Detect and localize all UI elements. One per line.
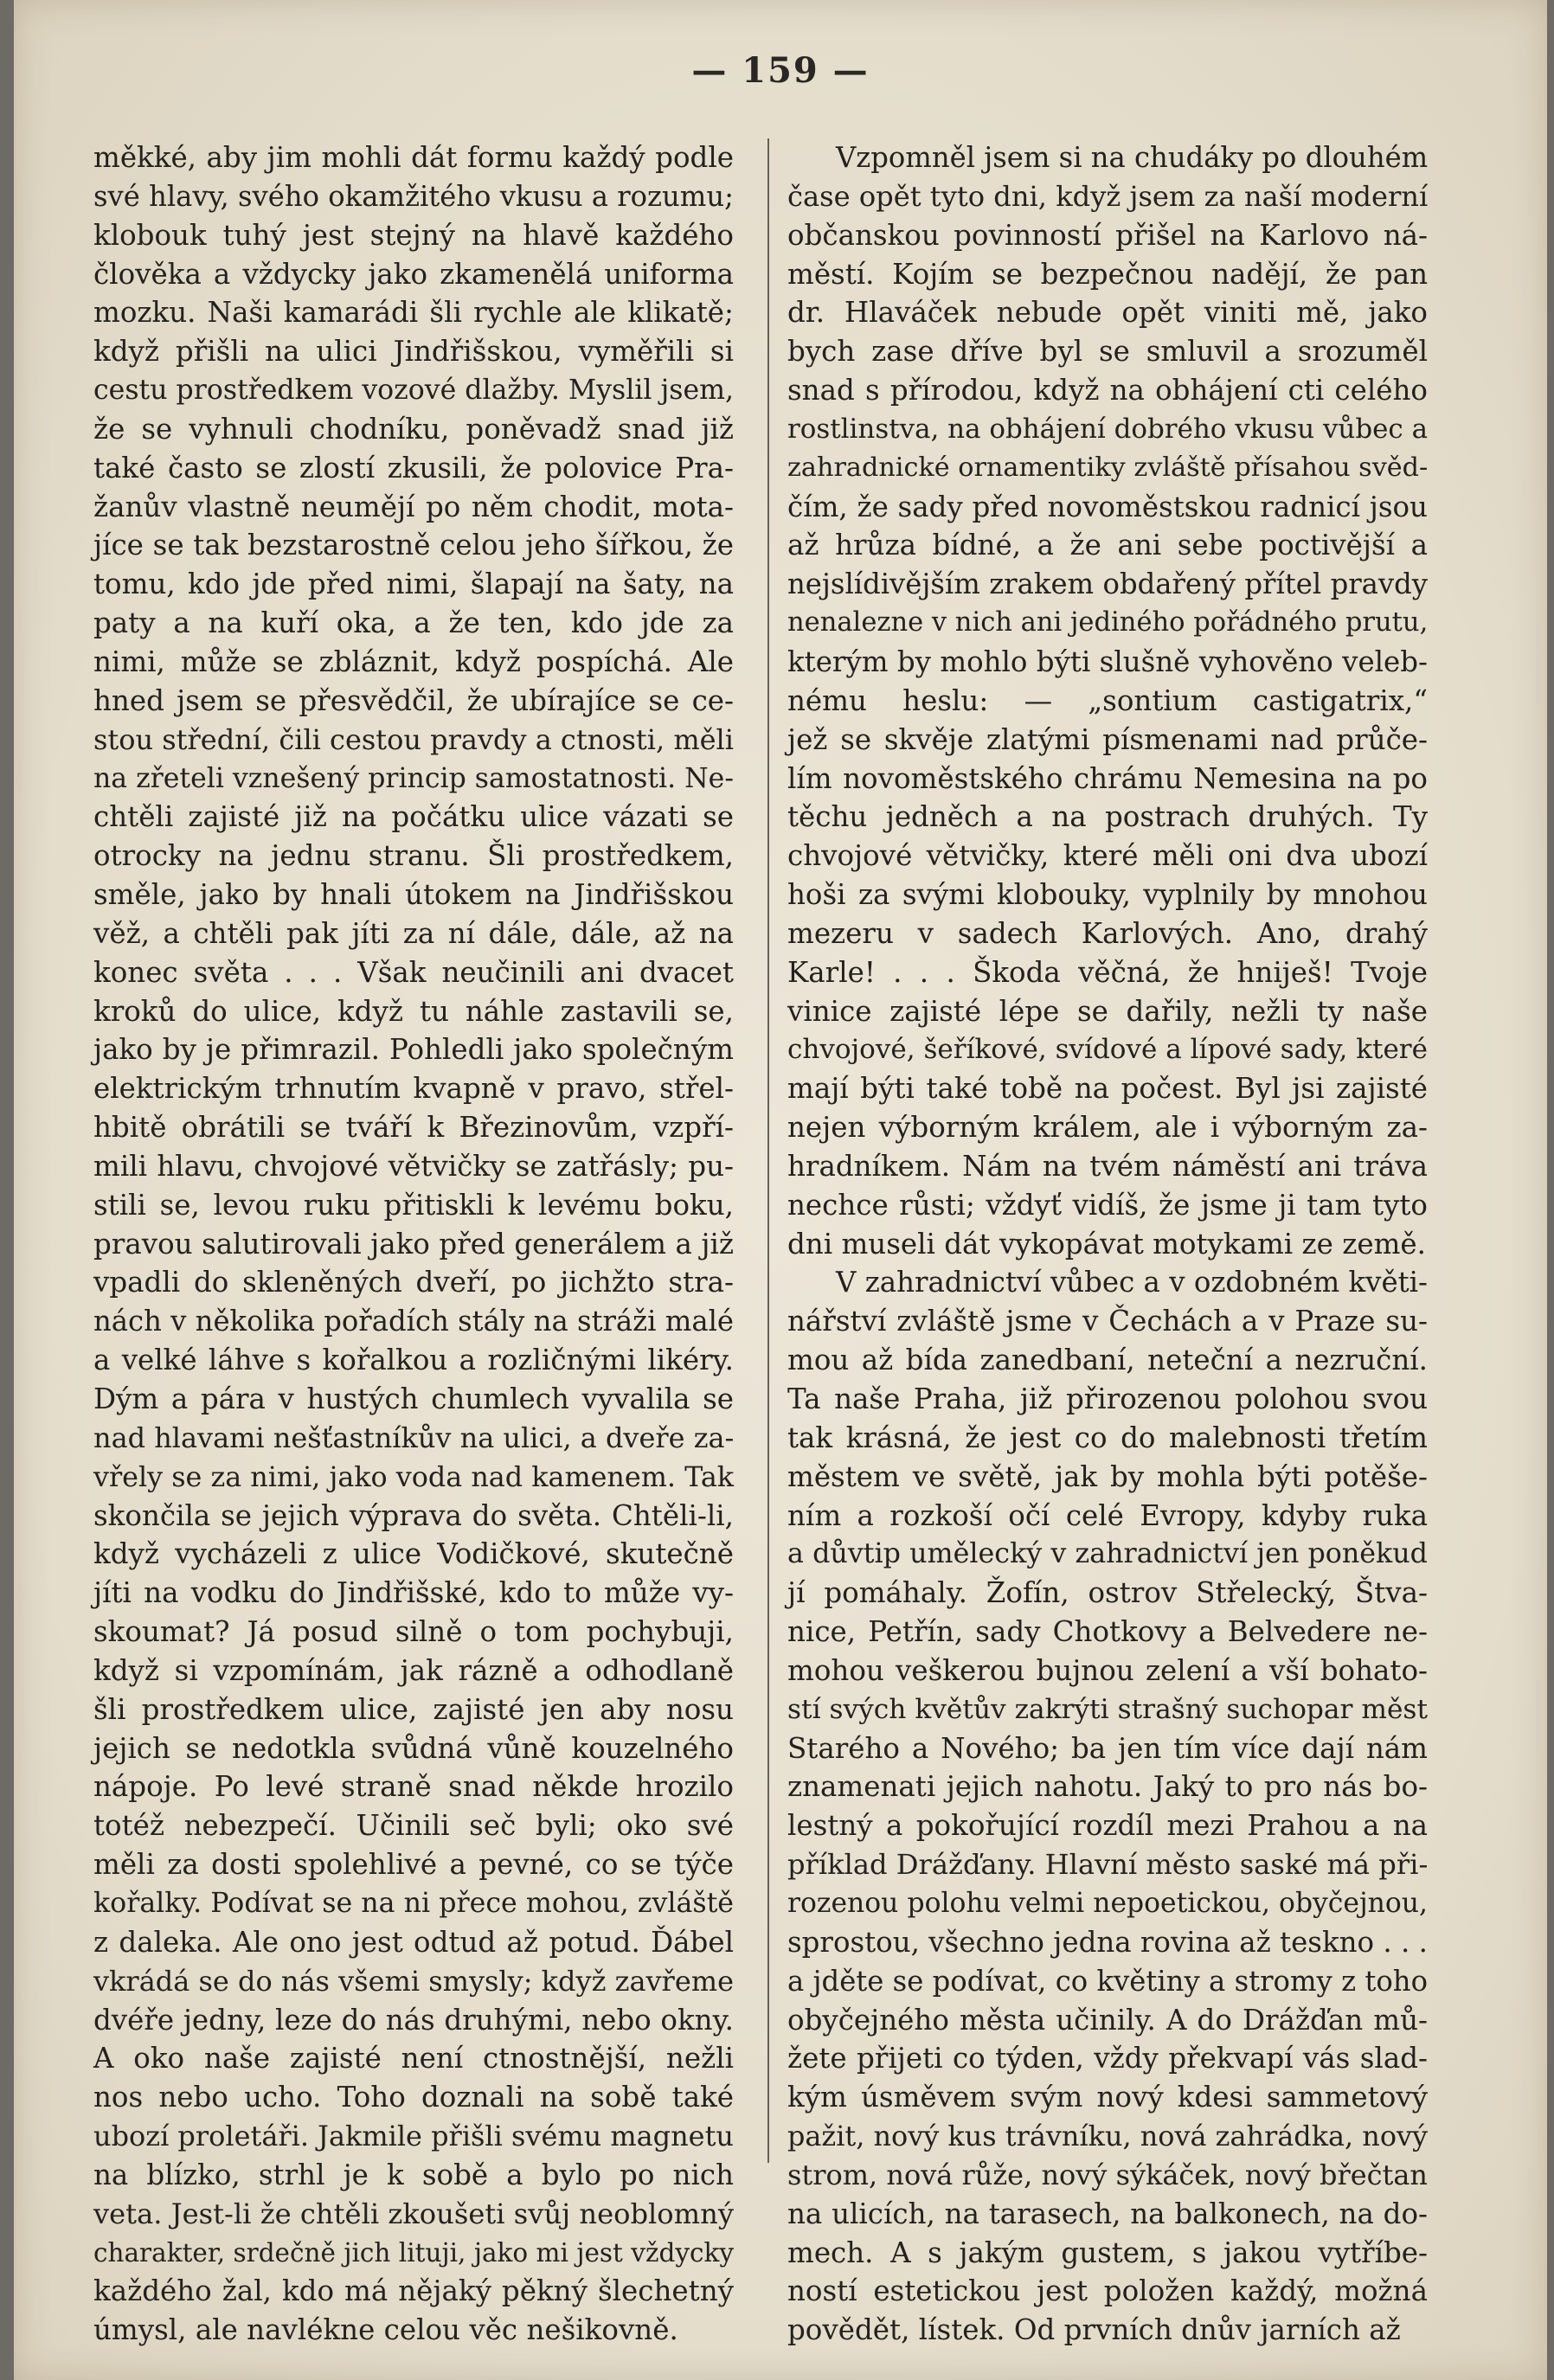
page-number: — 159 — [691, 50, 870, 91]
text-line: na blízko, strhl je k sobě a bylo po nich [93, 2158, 734, 2191]
text-line: klobouk tuhý jest stejný na hlavě každého [93, 218, 734, 252]
text-line: příklad Drážďany. Hlavní město saské má při- [787, 1848, 1429, 1882]
text-line: kroků do ulice, když tu náhle zastavili se, [93, 994, 734, 1028]
text-line: pažit, nový kus trávníku, nová zahrádka, nový [787, 2120, 1429, 2153]
text-line: mají býti také tobě na počest. Byl jsi zajisté [787, 1072, 1428, 1106]
text-line: věž, a chtěli pak jíti za ní dále, dále, až na [93, 916, 734, 950]
text-line: nenalezne v nich ani jediného pořádného prutu, [787, 607, 1429, 638]
text-line: mozku. Naši kamarádi šli rychle ale klikatě; [93, 296, 734, 330]
text-line: hbitě obrátili se tváří k Březinovům, vzpří- [93, 1111, 734, 1145]
text-line: ubozí proletáři. Jakmile přišli svému magnetu [93, 2120, 734, 2153]
text-line: tak krásná, že jest co do malebnosti třetím [787, 1421, 1428, 1454]
text-line: mech. A s jakým gustem, s jakou vytříbe- [787, 2236, 1428, 2269]
text-line: paty a na kuří oka, a že ten, kdo jde za [93, 606, 734, 640]
text-line: a důvtip umělecký v zahradnictví jen poněkud [787, 1538, 1428, 1570]
text-line: měkké, aby jim mohli dát formu každý podle [93, 141, 734, 174]
text-line: dr. Hlaváček nebude opět viniti mě, jako [787, 296, 1428, 330]
text-line: snad s přírodou, když na obhájení cti celého [787, 374, 1428, 407]
text-line: občanskou povinností přišel na Karlovo ná- [787, 218, 1428, 252]
text-line: stí svých květův zakrýti strašný suchopar měst [787, 1693, 1428, 1725]
text-line: kořalky. Podívat se na ni přece mohou, zvláště [93, 1887, 734, 1919]
text-line: stili se, levou ruku přitiskli k levému boku, [93, 1188, 734, 1222]
text-line: žanův vlastně neumějí po něm chodit, mota- [93, 490, 734, 523]
text-line: jíce se tak bezstarostně celou jeho šířkou, že [93, 529, 734, 562]
text-line: nice, Petřín, sady Chotkovy a Belvedere ne- [787, 1615, 1428, 1649]
text-line: Ta naše Praha, již přirozenou polohou svou [787, 1382, 1428, 1415]
text-line: pravou salutirovali jako před generálem a již [93, 1227, 734, 1261]
text-line: strom, nová růže, nový sýkáček, nový břečtan [787, 2158, 1428, 2191]
text-line: hradníkem. Nám na tvém náměstí ani tráva [787, 1149, 1428, 1183]
text-line: lestný a pokořující rozdíl mezi Prahou a na [787, 1809, 1428, 1843]
text-line: chvojové větvičky, které měli oni dva ubozí [787, 839, 1428, 873]
text-line: kterým by mohlo býti slušně vyhověno veleb- [787, 645, 1428, 678]
text-line: skoumat? Já posud silně o tom pochybuji, [93, 1615, 734, 1649]
text-line: ním a rozkoší očí celé Evropy, kdyby ruka [787, 1498, 1428, 1532]
text-line: těchu jedněch a na postrach druhých. Ty [787, 800, 1428, 834]
text-line: totéž nebezpečí. Učinili seč byli; oko své [93, 1809, 734, 1843]
text-line: A oko naše zajisté není ctnostnější, nežli [93, 2042, 734, 2075]
text-line: čím, že sady před novoměstskou radnicí jsou [787, 490, 1428, 523]
book-page [14, 0, 1547, 2380]
text-line: lím novoměstského chrámu Nemesina na po [787, 761, 1428, 795]
column-divider [767, 138, 769, 2163]
text-line: směle, jako by hnali útokem na Jindřišskou [93, 878, 734, 912]
text-line: úmysl, ale navlékne celou věc nešikovně. [93, 2313, 678, 2347]
text-line: z daleka. Ale ono jest odtud až potud. Ďábel [93, 1925, 734, 1959]
text-line: hned jsem se přesvědčil, že ubírajíce se ce- [93, 683, 734, 717]
text-line: když přišli na ulici Jindřišskou, vyměřili si [93, 335, 734, 369]
text-line: a velké láhve s kořalkou a rozličnými likéry. [93, 1344, 734, 1377]
text-line: nechce růsti; vždyť vidíš, že jsme ji tam tyto [787, 1188, 1428, 1222]
text-line: na zřeteli vznešený princip samostatnosti. Ne- [93, 762, 734, 794]
text-line: rostlinstva, na obhájení dobrého vkusu vůbec a [787, 413, 1428, 445]
text-line: obyčejného města učinily. A do Drážďan mů- [787, 2003, 1428, 2037]
text-line: na ulicích, na tarasech, na balkonech, na do- [787, 2197, 1428, 2230]
text-line: konec světa . . . Však neučinili ani dvacet [93, 955, 734, 989]
text-line: také často se zlostí zkusili, že polovice Pra- [93, 451, 734, 484]
text-line: jíti na vodku do Jindřišské, kdo to může vy- [93, 1576, 734, 1610]
text-line: hoši za svými klobouky, vyplnily by mnohou [787, 878, 1428, 912]
text-line: znamenati jejich nahotu. Jaký to pro nás bo- [787, 1770, 1428, 1804]
text-line: mili hlavu, chvojové větvičky se zatřásly; pu- [93, 1149, 734, 1183]
text-line: člověka a vždycky jako zkamenělá uniforma [93, 257, 734, 291]
text-line: nos nebo ucho. Toho doznali na sobě také [93, 2081, 734, 2114]
text-line: jež se skvěje zlatými písmenami nad průče- [787, 722, 1428, 756]
text-line: Dým a pára v hustých chumlech vyvalila se [93, 1382, 734, 1415]
text-line: charakter, srdečně jich lituji, jako mi jest vždycky [93, 2237, 734, 2268]
text-line: nimi, může se zbláznit, když pospíchá. Ale [93, 645, 734, 678]
text-line: nářství zvláště jsme v Čechách a v Praze su- [787, 1305, 1428, 1338]
text-line: žete přijeti co týden, vždy překvapí vás slad- [787, 2042, 1428, 2075]
text-line: tomu, kdo jde před nimi, šlapají na šaty, na [93, 568, 734, 601]
text-line: skončila se jejich výprava do světa. Chtěli-li, [93, 1498, 734, 1532]
text-line: nému heslu: — „sontium castigatrix,“ [787, 683, 1428, 717]
text-line: sprostou, všechno jedna rovina až teskno . . . [787, 1925, 1428, 1959]
text-line: chtěli zajisté již na počátku ulice vázati se [93, 800, 734, 834]
left-text-column [93, 138, 735, 2347]
text-line: a jděte se podívat, co květiny a stromy z toho [787, 1964, 1428, 1998]
text-line: nejen výborným králem, ale i výborným za- [787, 1111, 1428, 1145]
text-line: veta. Jest-li že chtěli zkoušeti svůj neoblomný [93, 2197, 734, 2230]
text-line: ností estetickou jest položen každý, možná [787, 2274, 1428, 2308]
text-line: když vycházeli z ulice Vodičkové, skutečně [93, 1537, 734, 1571]
text-line: městem ve světě, jak by mohla býti potěše- [787, 1459, 1428, 1493]
text-line: dvéře jedny, leze do nás druhými, nebo okny. [93, 2003, 734, 2037]
text-line: V zahradnictví vůbec a v ozdobném květi- [836, 1266, 1428, 1299]
text-line: šli prostředkem ulice, zajisté jen aby nosu [93, 1692, 734, 1726]
text-line: nejslídivějším zrakem obdařený přítel pravdy [787, 568, 1428, 601]
right-text-column [787, 138, 1429, 2347]
text-line: vpadli do skleněných dveří, po jichžto stra- [93, 1266, 734, 1299]
text-line: chvojové, šeříkové, svídové a lípové sady, které [787, 1034, 1428, 1066]
text-line: mezeru v sadech Karlových. Ano, drahý [787, 916, 1428, 950]
text-line: měli za dosti spolehlivé a pevné, co se týče [93, 1848, 734, 1882]
text-line: mou až bída zanedbaní, neteční a nezruční. [787, 1344, 1428, 1377]
text-line: každého žal, kdo má nějaký pěkný šlechetný [93, 2274, 734, 2308]
text-line: stou střední, čili cestou pravdy a ctnosti, měli [93, 722, 734, 756]
text-line: městí. Kojím se bezpečnou nadějí, že pan [787, 257, 1428, 291]
text-line: kým úsměvem svým nový kdesi sammetový [787, 2081, 1428, 2114]
text-line: elektrickým trhnutím kvapně v pravo, střel- [93, 1072, 734, 1106]
text-line: nápoje. Po levé straně snad někde hrozilo [93, 1770, 734, 1804]
text-line: vkrádá se do nás všemi smysly; když zavřeme [93, 1964, 734, 1998]
text-line: čase opět tyto dni, když jsem za naší moderní [787, 179, 1429, 213]
text-line: zahradnické ornamentiky zvláště přísahou svěd- [787, 452, 1429, 483]
text-line: nách v několika pořadích stály na stráži malé [93, 1305, 734, 1338]
text-line: vřely se za nimi, jako voda nad kamenem. Tak [93, 1459, 735, 1493]
text-line: otrocky na jednu stranu. Šli prostředkem, [93, 839, 734, 873]
text-line: nad hlavami nešťastníkův na ulici, a dveře za- [93, 1421, 735, 1454]
text-line: když si vzpomínám, jak rázně a odhodlaně [93, 1653, 734, 1687]
text-line: Starého a Nového; ba jen tím více dají nám [787, 1731, 1428, 1765]
text-line: bych zase dříve byl se smluvil a srozuměl [787, 335, 1428, 369]
text-line: jejich se nedotkla svůdná vůně kouzelného [93, 1731, 734, 1765]
text-line: své hlavy, svého okamžitého vkusu a rozumu; [93, 179, 734, 213]
text-line: že se vyhnuli chodníku, poněvadž snad již [93, 412, 734, 446]
text-line: Karle! . . . Škoda věčná, že hniješ! Tvoje [787, 955, 1428, 989]
text-line: povědět, lístek. Od prvních dnův jarních až [787, 2313, 1401, 2347]
text-line: cestu prostředkem vozové dlažby. Myslil jsem, [93, 375, 735, 407]
text-line: až hrůza bídné, a že ani sebe poctivější a [787, 529, 1428, 562]
text-line: mohou veškerou bujnou zelení a vší bohato- [787, 1653, 1428, 1687]
text-line: rozenou polohu velmi nepoetickou, obyčejnou, [787, 1887, 1428, 1919]
text-line: vinice zajisté lépe se dařily, nežli ty naše [787, 994, 1428, 1028]
text-line: jako by je přimrazil. Pohledli jako společným [93, 1033, 734, 1067]
text-line: dni museli dát vykopávat motykami ze země. [787, 1227, 1426, 1261]
text-line: jí pomáhaly. Žofín, ostrov Střelecký, Štva- [787, 1576, 1428, 1610]
text-line: Vzpomněl jsem si na chudáky po dlouhém [836, 141, 1429, 174]
